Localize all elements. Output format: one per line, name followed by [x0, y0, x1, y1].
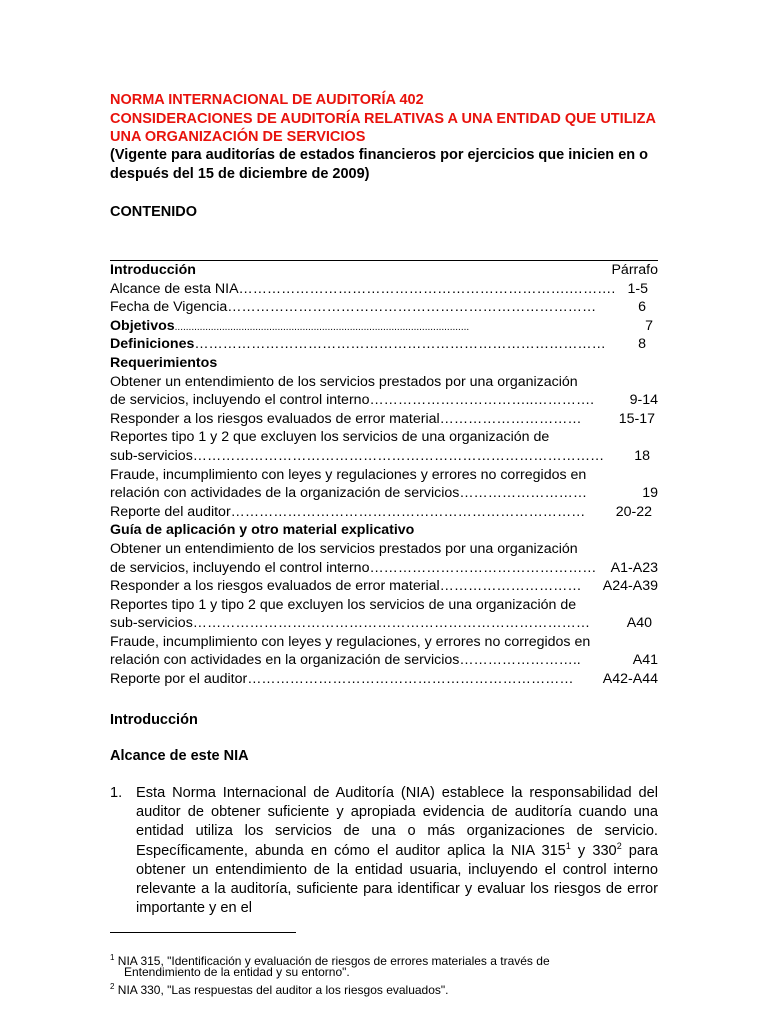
toc-entry: sub-servicios……………………………………………………………………………: [110, 447, 605, 464]
toc-entry: de servicios, incluyendo el control interno…………………………………………: [110, 559, 597, 576]
toc-entry: Reporte por el auditor……………………………………………………………: [110, 671, 574, 688]
toc-page: 6: [638, 299, 646, 316]
toc-row: [110, 484, 658, 503]
footnote-1-number: 1: [110, 953, 115, 962]
toc-page: 19: [642, 485, 658, 502]
section-heading-scope: Alcance de este NIA: [110, 748, 249, 764]
toc-row: [110, 428, 658, 447]
toc-entry: Alcance de esta NIA…………………………………………………………….……….: [110, 280, 616, 297]
toc-row: [110, 614, 658, 633]
toc-page: 15-17: [618, 410, 655, 427]
toc-row: [110, 633, 658, 652]
toc-entry: Obtener un entendimiento de los servicios prestados por una organización: [110, 373, 578, 390]
toc-leader: ……………………………………………………………………………: [194, 336, 606, 353]
toc-row: [110, 521, 658, 540]
toc-page: 1-5: [627, 280, 648, 297]
section-heading-introduction: Introducción: [110, 712, 198, 728]
toc-row: [110, 410, 658, 429]
toc-row: [110, 651, 658, 670]
toc-paragraph-column-header: Párrafo: [611, 262, 658, 278]
toc-entry: Fraude, incumplimiento con leyes y regulaciones y errores no corregidos en: [110, 466, 587, 483]
toc-row: [110, 540, 658, 559]
table-of-contents: [110, 260, 658, 689]
toc-page: A1-A23: [610, 559, 658, 576]
toc-page: A41: [632, 652, 658, 669]
toc-row: [110, 335, 658, 354]
footnote-2: [110, 979, 449, 998]
toc-entry-bold: Objetivos: [110, 317, 175, 334]
toc-page: 20-22: [615, 503, 652, 520]
toc-row: [110, 447, 658, 466]
toc-page: A24-A39: [602, 578, 658, 595]
footnote-1-continuation: Entendimiento de la entidad y su entorno".: [124, 965, 350, 979]
standard-title: NORMA INTERNACIONAL DE AUDITORÍA 402: [110, 92, 424, 108]
toc-intro-heading: Introducción: [110, 262, 196, 278]
toc-page: 8: [638, 336, 646, 353]
toc-row: [110, 298, 658, 317]
paragraph-number: 1.: [110, 785, 123, 801]
toc-row: [110, 577, 658, 596]
effective-date-line-2: después del 15 de diciembre de 2009): [110, 166, 370, 182]
paragraph-1-text-b: y 330: [570, 842, 617, 859]
footnote-ref-1[interactable]: 1: [565, 840, 571, 851]
toc-row: [110, 354, 658, 373]
toc-entry: Responder a los riesgos evaluados de error material…………………………: [110, 578, 582, 595]
toc-entry: Fecha de Vigencia……………………………………………………………………: [110, 299, 597, 316]
toc-leader: ..........................................................................................................: [174, 321, 470, 333]
toc-page: A42-A44: [602, 671, 658, 688]
toc-entry: Responder a los riesgos evaluados de error material…………………………: [110, 410, 582, 427]
toc-entry: sub-servicios…………………………………………………………………………: [110, 615, 591, 632]
paragraph-1-text-a: Esta Norma Internacional de Auditoría (NIA) establece la responsabilidad del auditor de obtener suficiente y apropiada evidencia de auditoría cuando una entidad utiliza los servicios de una o más organizaciones de servicio. Específicamente, abunda en cómo el auditor aplica la NIA 315: [136, 785, 658, 859]
paragraph-1: [136, 784, 658, 918]
footnote-ref-2[interactable]: 2: [616, 840, 622, 851]
toc-row: [110, 503, 658, 522]
standard-subtitle-line-1: CONSIDERACIONES DE AUDITORÍA RELATIVAS A UNA ENTIDAD QUE UTILIZA: [110, 111, 656, 127]
toc-entry: relación con actividades de la organización de servicios………………………: [110, 485, 588, 502]
toc-guide-heading: Guía de aplicación y otro material explicativo: [110, 522, 415, 539]
toc-page: 18: [634, 447, 650, 464]
effective-date-line-1: (Vigente para auditorías de estados financieros por ejercicios que inicien en o: [110, 147, 649, 163]
footnote-2-text: NIA 330, "Las respuestas del auditor a los riesgos evaluados".: [114, 983, 449, 997]
standard-subtitle-line-2: UNA ORGANIZACIÓN DE SERVICIOS: [110, 129, 366, 145]
toc-row: [110, 596, 658, 615]
toc-entry: Reportes tipo 1 y tipo 2 que excluyen los servicios de una organización de: [110, 596, 577, 613]
footnote-separator: [110, 932, 296, 933]
toc-entry: de servicios, incluyendo el control interno……………………………..………….: [110, 392, 595, 409]
toc-page: 9-14: [629, 392, 658, 409]
toc-row: [110, 373, 658, 392]
toc-requirements-heading: Requerimientos: [110, 354, 218, 371]
toc-row: [110, 317, 658, 336]
footnote-2-number: 2: [110, 982, 115, 991]
paragraph-1-text-c: para obtener un entendimiento de la entidad usuaria, incluyendo el control interno relevante a la auditoría, suficiente para identificar y evaluar los riesgos de error importante y en el: [136, 842, 659, 917]
toc-entry: Fraude, incumplimiento con leyes y regulaciones, y errores no corregidos en: [110, 633, 591, 650]
toc-entry: relación con actividades en la organización de servicios……………………..: [110, 652, 581, 669]
footnote-1-text: NIA 315, "Identificación y evaluación de riesgos de errores materiales a través de: [114, 954, 550, 968]
toc-entry: Obtener un entendimiento de los servicios prestados por una organización: [110, 540, 578, 557]
toc-entry: Reporte del auditor…………………………………………………………………: [110, 503, 586, 520]
toc-row: [110, 391, 658, 410]
toc-row: [110, 559, 658, 578]
toc-row: [110, 261, 658, 280]
toc-entry: Reportes tipo 1 y 2 que excluyen los servicios de una organización de: [110, 429, 550, 446]
toc-entry-bold: Definiciones: [110, 336, 195, 353]
contents-heading: CONTENIDO: [110, 204, 197, 220]
toc-row: [110, 670, 658, 689]
toc-row: [110, 466, 658, 485]
toc-row: [110, 280, 658, 299]
toc-page: A40: [626, 615, 652, 632]
toc-page: 7: [645, 317, 653, 334]
